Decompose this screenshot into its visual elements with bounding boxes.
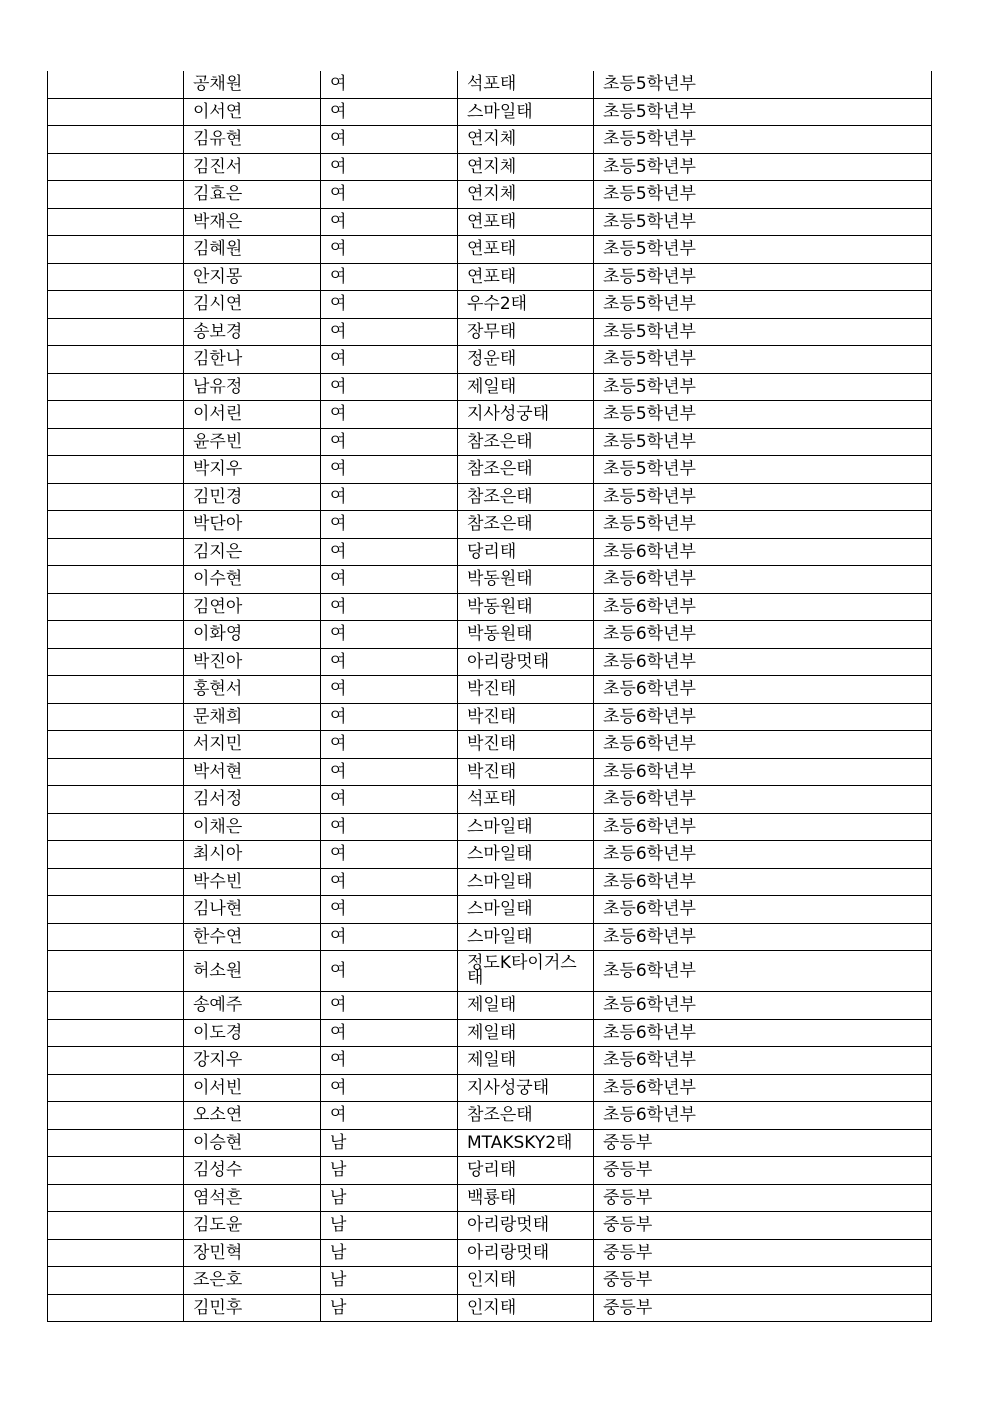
name-cell: 장민혁 [184,1239,321,1267]
gender-cell: 여 [321,923,458,951]
gender-cell: 여 [321,126,458,154]
name-cell: 김민후 [184,1294,321,1322]
dojo-cell: 백룡태 [458,1184,594,1212]
dojo-cell: 석포태 [458,71,594,98]
division-cell: 초등6학년부 [594,758,932,786]
row-number-cell [48,263,184,291]
division-cell: 중등부 [594,1267,932,1295]
dojo-cell: 장무태 [458,318,594,346]
division-cell: 초등6학년부 [594,593,932,621]
dojo-cell: 아리랑멋태 [458,1239,594,1267]
name-cell: 김도윤 [184,1212,321,1240]
gender-cell: 여 [321,868,458,896]
division-cell: 초등6학년부 [594,813,932,841]
division-cell: 초등5학년부 [594,208,932,236]
name-cell: 이화영 [184,621,321,649]
row-number-cell [48,676,184,704]
gender-cell: 여 [321,1047,458,1075]
gender-cell: 여 [321,263,458,291]
row-number-cell [48,428,184,456]
table-row [48,1212,932,1240]
row-number-cell [48,181,184,209]
row-number-cell [48,1074,184,1102]
table-row [48,1074,932,1102]
row-number-cell [48,731,184,759]
dojo-cell: 지사성궁태 [458,1074,594,1102]
division-cell: 초등6학년부 [594,868,932,896]
name-cell: 이수현 [184,566,321,594]
gender-cell: 여 [321,648,458,676]
division-cell: 초등6학년부 [594,566,932,594]
dojo-cell: 스마일태 [458,813,594,841]
row-number-cell [48,593,184,621]
name-cell: 문채희 [184,703,321,731]
name-cell: 박수빈 [184,868,321,896]
dojo-cell: 당리태 [458,538,594,566]
dojo-cell: 인지태 [458,1294,594,1322]
name-cell: 공채원 [184,71,321,98]
dojo-cell: 석포태 [458,786,594,814]
division-cell: 초등5학년부 [594,71,932,98]
table-row [48,1129,932,1157]
division-cell: 초등6학년부 [594,731,932,759]
dojo-cell: 아리랑멋태 [458,1212,594,1240]
division-cell: 초등6학년부 [594,923,932,951]
dojo-cell: 연지체 [458,153,594,181]
dojo-cell: 참조은태 [458,483,594,511]
row-number-cell [48,1294,184,1322]
row-number-cell [48,126,184,154]
dojo-cell: 제일태 [458,1047,594,1075]
division-cell: 초등5학년부 [594,318,932,346]
name-cell: 서지민 [184,731,321,759]
dojo-cell: 정운태 [458,346,594,374]
name-cell: 안지몽 [184,263,321,291]
name-cell: 최시아 [184,841,321,869]
dojo-cell: 정도K타이거스태 [458,951,594,992]
name-cell: 이서연 [184,98,321,126]
name-cell: 이서린 [184,401,321,429]
name-cell: 김연아 [184,593,321,621]
name-cell: 김진서 [184,153,321,181]
gender-cell: 여 [321,346,458,374]
roster-sheet [47,71,931,1322]
gender-cell: 여 [321,236,458,264]
table-row [48,401,932,429]
division-cell: 초등6학년부 [594,538,932,566]
row-number-cell [48,868,184,896]
table-row [48,786,932,814]
name-cell: 김시연 [184,291,321,319]
division-cell: 초등5학년부 [594,153,932,181]
table-row [48,593,932,621]
gender-cell: 여 [321,786,458,814]
table-row [48,1047,932,1075]
gender-cell: 여 [321,703,458,731]
gender-cell: 여 [321,992,458,1020]
gender-cell: 여 [321,896,458,924]
division-cell: 초등6학년부 [594,648,932,676]
gender-cell: 남 [321,1157,458,1185]
table-row [48,648,932,676]
division-cell: 초등5학년부 [594,98,932,126]
dojo-cell: 박진태 [458,731,594,759]
row-number-cell [48,703,184,731]
table-row [48,126,932,154]
dojo-cell: 스마일태 [458,841,594,869]
dojo-cell: 박동원태 [458,566,594,594]
dojo-cell: 스마일태 [458,868,594,896]
gender-cell: 여 [321,731,458,759]
name-cell: 박재은 [184,208,321,236]
division-cell: 초등6학년부 [594,841,932,869]
name-cell: 김한나 [184,346,321,374]
gender-cell: 여 [321,1102,458,1130]
row-number-cell [48,758,184,786]
gender-cell: 남 [321,1294,458,1322]
row-number-cell [48,318,184,346]
gender-cell: 남 [321,1239,458,1267]
name-cell: 남유정 [184,373,321,401]
division-cell: 초등6학년부 [594,896,932,924]
table-row [48,181,932,209]
name-cell: 홍현서 [184,676,321,704]
table-row [48,1019,932,1047]
division-cell: 초등6학년부 [594,1102,932,1130]
gender-cell: 여 [321,841,458,869]
table-row [48,676,932,704]
division-cell: 중등부 [594,1212,932,1240]
name-cell: 강지우 [184,1047,321,1075]
gender-cell: 여 [321,566,458,594]
row-number-cell [48,951,184,992]
name-cell: 송예주 [184,992,321,1020]
name-cell: 이도경 [184,1019,321,1047]
table-row [48,1102,932,1130]
table-row [48,373,932,401]
row-number-cell [48,621,184,649]
name-cell: 허소원 [184,951,321,992]
row-number-cell [48,208,184,236]
gender-cell: 남 [321,1129,458,1157]
gender-cell: 여 [321,456,458,484]
gender-cell: 여 [321,621,458,649]
name-cell: 박서현 [184,758,321,786]
table-row [48,291,932,319]
dojo-cell: 스마일태 [458,98,594,126]
row-number-cell [48,786,184,814]
gender-cell: 여 [321,538,458,566]
row-number-cell [48,648,184,676]
gender-cell: 여 [321,813,458,841]
gender-cell: 여 [321,291,458,319]
dojo-cell: 인지태 [458,1267,594,1295]
division-cell: 초등6학년부 [594,786,932,814]
division-cell: 중등부 [594,1157,932,1185]
gender-cell: 남 [321,1267,458,1295]
dojo-cell: 박동원태 [458,621,594,649]
division-cell: 초등6학년부 [594,703,932,731]
gender-cell: 여 [321,373,458,401]
row-number-cell [48,401,184,429]
gender-cell: 여 [321,758,458,786]
dojo-cell: 연포태 [458,236,594,264]
gender-cell: 여 [321,1074,458,1102]
division-cell: 중등부 [594,1294,932,1322]
division-cell: 초등6학년부 [594,676,932,704]
division-cell: 초등5학년부 [594,373,932,401]
row-number-cell [48,1129,184,1157]
name-cell: 김효은 [184,181,321,209]
name-cell: 김유현 [184,126,321,154]
row-number-cell [48,483,184,511]
dojo-cell: 당리태 [458,1157,594,1185]
name-cell: 한수연 [184,923,321,951]
name-cell: 이채은 [184,813,321,841]
gender-cell: 여 [321,401,458,429]
table-row [48,538,932,566]
table-row [48,951,932,992]
table-row [48,98,932,126]
table-row [48,992,932,1020]
dojo-cell: 박진태 [458,703,594,731]
division-cell: 중등부 [594,1239,932,1267]
name-cell: 오소연 [184,1102,321,1130]
name-cell: 염석흔 [184,1184,321,1212]
table-row [48,1267,932,1295]
gender-cell: 여 [321,71,458,98]
gender-cell: 남 [321,1184,458,1212]
gender-cell: 여 [321,208,458,236]
table-row [48,236,932,264]
name-cell: 조은호 [184,1267,321,1295]
table-row [48,428,932,456]
dojo-cell: 참조은태 [458,456,594,484]
dojo-cell: 스마일태 [458,923,594,951]
row-number-cell [48,1184,184,1212]
row-number-cell [48,1157,184,1185]
gender-cell: 여 [321,593,458,621]
dojo-cell: 우수2태 [458,291,594,319]
table-row [48,71,932,98]
roster-table [47,71,932,1322]
division-cell: 초등5학년부 [594,483,932,511]
table-row [48,1157,932,1185]
division-cell: 초등6학년부 [594,992,932,1020]
gender-cell: 여 [321,511,458,539]
name-cell: 박진아 [184,648,321,676]
division-cell: 초등5학년부 [594,511,932,539]
table-row [48,868,932,896]
gender-cell: 여 [321,181,458,209]
gender-cell: 여 [321,483,458,511]
division-cell: 초등6학년부 [594,621,932,649]
dojo-cell: 박진태 [458,676,594,704]
name-cell: 김나현 [184,896,321,924]
row-number-cell [48,1239,184,1267]
name-cell: 김성수 [184,1157,321,1185]
row-number-cell [48,98,184,126]
row-number-cell [48,1019,184,1047]
row-number-cell [48,992,184,1020]
row-number-cell [48,346,184,374]
table-row [48,813,932,841]
division-cell: 초등5학년부 [594,456,932,484]
name-cell: 이서빈 [184,1074,321,1102]
row-number-cell [48,1267,184,1295]
table-row [48,896,932,924]
dojo-cell: 연포태 [458,208,594,236]
division-cell: 중등부 [594,1184,932,1212]
dojo-cell: 제일태 [458,992,594,1020]
name-cell: 김민경 [184,483,321,511]
roster-body [48,71,932,1322]
row-number-cell [48,71,184,98]
table-row [48,923,932,951]
division-cell: 초등6학년부 [594,1047,932,1075]
dojo-cell: 제일태 [458,1019,594,1047]
name-cell: 김지은 [184,538,321,566]
table-row [48,1294,932,1322]
row-number-cell [48,813,184,841]
name-cell: 송보경 [184,318,321,346]
row-number-cell [48,896,184,924]
gender-cell: 여 [321,951,458,992]
dojo-cell: 지사성궁태 [458,401,594,429]
table-row [48,208,932,236]
name-cell: 김서정 [184,786,321,814]
table-row [48,621,932,649]
division-cell: 초등6학년부 [594,1019,932,1047]
table-row [48,511,932,539]
table-row [48,153,932,181]
dojo-cell: 참조은태 [458,1102,594,1130]
division-cell: 초등5학년부 [594,236,932,264]
division-cell: 초등6학년부 [594,1074,932,1102]
row-number-cell [48,373,184,401]
division-cell: 초등5학년부 [594,346,932,374]
division-cell: 초등5학년부 [594,126,932,154]
dojo-cell: MTAKSKY2태 [458,1129,594,1157]
division-cell: 초등6학년부 [594,951,932,992]
dojo-cell: 참조은태 [458,511,594,539]
name-cell: 박지우 [184,456,321,484]
name-cell: 이승현 [184,1129,321,1157]
division-cell: 초등5학년부 [594,401,932,429]
row-number-cell [48,511,184,539]
row-number-cell [48,841,184,869]
gender-cell: 여 [321,676,458,704]
table-row [48,566,932,594]
division-cell: 초등5학년부 [594,291,932,319]
gender-cell: 여 [321,318,458,346]
table-row [48,456,932,484]
row-number-cell [48,153,184,181]
table-row [48,731,932,759]
table-row [48,483,932,511]
dojo-cell: 아리랑멋태 [458,648,594,676]
division-cell: 초등5학년부 [594,181,932,209]
table-row [48,703,932,731]
row-number-cell [48,236,184,264]
gender-cell: 여 [321,428,458,456]
gender-cell: 여 [321,153,458,181]
row-number-cell [48,1102,184,1130]
dojo-cell: 연지체 [458,126,594,154]
name-cell: 박단아 [184,511,321,539]
table-row [48,841,932,869]
dojo-cell: 제일태 [458,373,594,401]
row-number-cell [48,456,184,484]
row-number-cell [48,923,184,951]
gender-cell: 남 [321,1212,458,1240]
table-row [48,263,932,291]
dojo-cell: 연지체 [458,181,594,209]
dojo-cell: 박동원태 [458,593,594,621]
division-cell: 중등부 [594,1129,932,1157]
table-row [48,758,932,786]
name-cell: 윤주빈 [184,428,321,456]
table-row [48,318,932,346]
row-number-cell [48,538,184,566]
gender-cell: 여 [321,98,458,126]
row-number-cell [48,1047,184,1075]
table-row [48,346,932,374]
dojo-cell: 연포태 [458,263,594,291]
row-number-cell [48,291,184,319]
dojo-cell: 스마일태 [458,896,594,924]
division-cell: 초등5학년부 [594,428,932,456]
row-number-cell [48,566,184,594]
dojo-cell: 박진태 [458,758,594,786]
name-cell: 김혜원 [184,236,321,264]
dojo-cell: 참조은태 [458,428,594,456]
table-row [48,1184,932,1212]
gender-cell: 여 [321,1019,458,1047]
table-row [48,1239,932,1267]
division-cell: 초등5학년부 [594,263,932,291]
row-number-cell [48,1212,184,1240]
